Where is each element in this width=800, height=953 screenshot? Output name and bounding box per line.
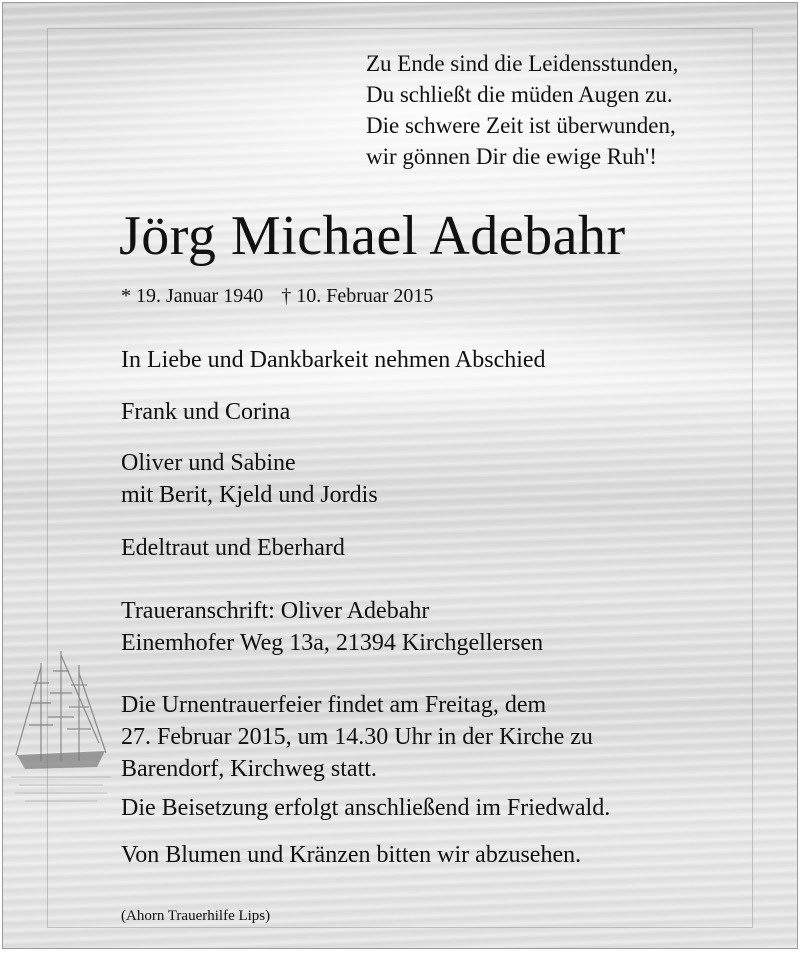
life-dates [121,283,433,309]
ceremony-line: Barendorf, Kirchweg statt. [121,756,377,782]
verse-line: Zu Ende sind die Leidensstunden, [366,51,679,76]
verse-line: Du schließt die müden Augen zu. [366,82,673,107]
mourner-group-1: Frank und Corina [121,399,291,425]
farewell-line: In Liebe und Dankbarkeit nehmen Abschied [121,347,546,373]
undertaker-credit: (Ahorn Trauerhilfe Lips) [121,908,271,924]
verse-line: wir gönnen Dir die ewige Ruh'! [366,144,657,169]
ceremony-line: Die Urnentrauerfeier findet am Freitag, dem [121,692,547,718]
birth-date: * 19. Januar 1940 [121,285,264,307]
sailing-ship-icon [11,643,111,813]
mourner-group-3: Edeltraut und Eberhard [121,535,345,561]
obituary-notice [2,2,798,949]
death-date: † 10. Februar 2015 [281,285,434,307]
mourning-address [121,595,543,659]
flowers-request: Von Blumen und Kränzen bitten wir abzusehen. [121,842,582,868]
address-line: Einemhofer Weg 13a, 21394 Kirchgellersen [121,630,544,656]
mourner-line: mit Berit, Kjeld und Jordis [121,482,378,508]
deceased-name: Jörg Michael Adebahr [119,205,626,267]
ceremony-line: 27. Februar 2015, um 14.30 Uhr in der Kirche zu [121,724,593,750]
memorial-verse [366,48,766,172]
mourner-group-2 [121,447,378,511]
verse-line: Die schwere Zeit ist überwunden, [366,113,676,138]
mourner-line: Oliver und Sabine [121,450,296,476]
burial-info: Die Beisetzung erfolgt anschließend im Friedwald. [121,795,611,821]
address-line: Traueranschrift: Oliver Adebahr [121,598,430,624]
ceremony-info [121,689,593,785]
